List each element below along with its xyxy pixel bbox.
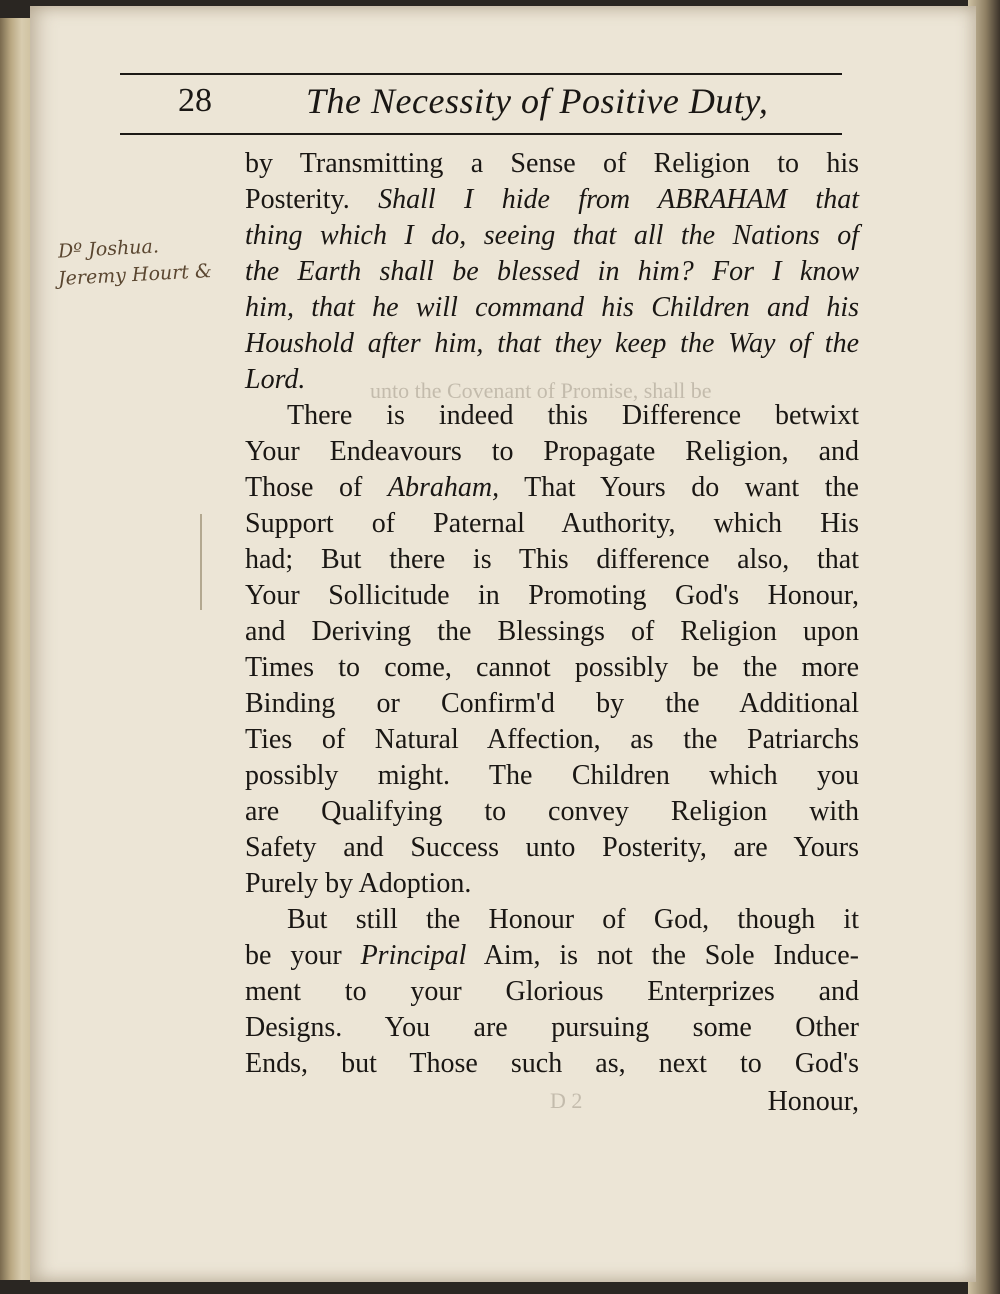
text-line: Safety and Success unto Posterity, are Yours (245, 832, 859, 863)
paragraph-start: There is indeed this Difference betwixt (287, 400, 859, 431)
body-text (245, 146, 859, 1120)
text-line: Lord. (245, 364, 306, 395)
page-header (120, 80, 842, 130)
text-line: thing which I do, seeing that all the Nations of (245, 220, 859, 251)
text-line: and Deriving the Blessings of Religion upon (245, 616, 859, 647)
running-title: The Necessity of Positive Duty, (306, 81, 769, 121)
header-rule-top (120, 73, 842, 75)
handwritten-margin-note: Jeremy Hourt & (57, 259, 213, 291)
text-line: Ends, but Those such as, next to God's (245, 1048, 859, 1079)
text-line: Posterity. Shall I hide from ABRAHAM that (245, 184, 859, 215)
handwritten-margin-note: Dº Joshua. (57, 235, 160, 263)
text-line: Your Endeavours to Propagate Religion, and (245, 436, 859, 467)
text-line: Houshold after him, that they keep the Way of the (245, 328, 859, 359)
text-line: had; But there is This difference also, that (245, 544, 859, 575)
catchword: Honour, (767, 1086, 859, 1117)
text-line: the Earth shall be blessed in him? For I know (245, 256, 859, 287)
text-line: Those of Abraham, That Yours do want the (245, 472, 859, 503)
show-through-signature: D 2 (550, 1088, 583, 1113)
text-line: Ties of Natural Affection, as the Patriarchs (245, 724, 859, 755)
text-line: possibly might. The Children which you (245, 760, 859, 791)
text-line: Times to come, cannot possibly be the more (245, 652, 859, 683)
text-line: Binding or Confirm'd by the Additional (245, 688, 859, 719)
text-line: are Qualifying to convey Religion with (245, 796, 859, 827)
text-line: Your Sollicitude in Promoting God's Honour, (245, 580, 859, 611)
text-line: by Transmitting a Sense of Religion to his (245, 148, 859, 179)
pencil-mark (200, 514, 202, 610)
text-line: Support of Paternal Authority, which His (245, 508, 859, 539)
text-line: him, that he will command his Children and his (245, 292, 859, 323)
text-line: ment to your Glorious Enterprizes and (245, 976, 859, 1007)
paragraph-start: But still the Honour of God, though it (287, 904, 859, 935)
page-number: 28 (178, 82, 212, 119)
text-line: Designs. You are pursuing some Other (245, 1012, 859, 1043)
text-line: be your Principal Aim, is not the Sole Induce- (245, 940, 859, 971)
text-line: Purely by Adoption. (245, 868, 472, 899)
show-through-text: unto the Covenant of Promise, shall be (370, 378, 712, 403)
book-page (30, 6, 976, 1282)
header-rule-bottom (120, 133, 842, 135)
